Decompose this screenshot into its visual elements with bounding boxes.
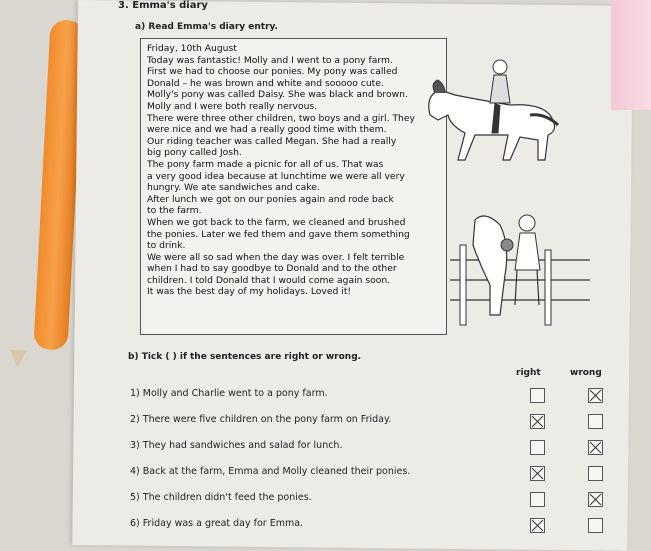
diary-line: hungry. We ate sandwiches and cake.: [147, 182, 320, 194]
section-b-instruction: b) Tick ( ) if the sentences are right or wrong.: [128, 352, 362, 362]
girl-riding-pony-illustration: [420, 55, 570, 165]
diary-line: After lunch we got on our ponies again and rode back: [147, 193, 394, 205]
diary-line: to drink.: [147, 240, 186, 252]
checkbox-right[interactable]: [530, 440, 545, 455]
checkbox-wrong[interactable]: [588, 492, 603, 507]
exercise-title: 3. Emma's diary: [118, 0, 208, 11]
question-number: 5): [130, 492, 143, 503]
diary-line: When we got back to the farm, we cleaned and brushed: [147, 216, 406, 228]
question-sentence: Back at the farm, Emma and Molly cleaned their ponies.: [142, 466, 411, 477]
column-right-header: right: [516, 368, 541, 378]
question-text: [130, 388, 328, 399]
question-number: 3): [130, 440, 143, 451]
checkbox-wrong[interactable]: [588, 518, 603, 533]
diary-line: Friday, 10th August: [147, 43, 237, 54]
checkbox-right[interactable]: [530, 414, 545, 429]
diary-line: children. I told Donald that I would come again soon.: [147, 274, 391, 286]
girl-feeding-pony-illustration: [445, 205, 595, 335]
question-sentence: Friday was a great day for Emma.: [142, 518, 304, 529]
question-text: [130, 440, 342, 451]
diary-line: Today was fantastic! Molly and I went to a pony farm.: [147, 54, 393, 66]
pink-object: [611, 0, 651, 110]
checkbox-right[interactable]: [530, 466, 545, 481]
diary-line: the ponies. Later we fed them and gave them something: [147, 228, 410, 240]
checkbox-right[interactable]: [530, 518, 545, 533]
question-number: 2): [130, 414, 143, 425]
question-sentence: Molly and Charlie went to a pony farm.: [142, 388, 328, 399]
diary-entry: [147, 43, 437, 298]
diary-line: Our riding teacher was called Megan. She had a really: [147, 135, 397, 147]
diary-line: Donald – he was brown and white and sooooo cute.: [147, 77, 384, 89]
diary-line: First we had to choose our ponies. My pony was called: [147, 66, 398, 78]
diary-line: were nice and we had a really good time with them.: [147, 124, 387, 136]
question-text: [130, 492, 312, 503]
diary-line: It was the best day of my holidays. Loved it!: [147, 286, 352, 298]
checkbox-wrong[interactable]: [588, 414, 603, 429]
checkbox-right[interactable]: [530, 388, 545, 403]
diary-line: There were three other children, two boys and a girl. They: [147, 112, 415, 124]
question-text: [130, 414, 391, 425]
section-a-instruction: a) Read Emma's diary entry.: [135, 22, 278, 32]
question-text: [130, 518, 303, 529]
question-text: [130, 466, 410, 477]
diary-line: The pony farm made a picnic for all of us. That was: [147, 158, 384, 170]
diary-line: Molly's pony was called Daisy. She was black and brown.: [147, 89, 408, 101]
question-number: 6): [130, 518, 143, 529]
question-sentence: The children didn't feed the ponies.: [142, 492, 312, 503]
diary-line: a very good idea because at lunchtime we were all very: [147, 170, 405, 182]
diary-line: big pony called Josh.: [147, 147, 242, 159]
checkbox-right[interactable]: [530, 492, 545, 507]
question-number: 4): [130, 466, 143, 477]
diary-line: when I had to say goodbye to Donald and to the other: [147, 263, 397, 275]
pencil-tip: [10, 350, 27, 369]
column-wrong-header: wrong: [570, 368, 602, 378]
question-sentence: There were five children on the pony farm on Friday.: [142, 414, 392, 425]
checkbox-wrong[interactable]: [588, 440, 603, 455]
diary-line: Molly and I were both really nervous.: [147, 100, 318, 112]
question-number: 1): [130, 388, 143, 399]
diary-line: We were all so sad when the day was over. I felt terrible: [147, 251, 405, 263]
question-sentence: They had sandwiches and salad for lunch.: [142, 440, 343, 451]
checkbox-wrong[interactable]: [588, 466, 603, 481]
diary-line: to the farm.: [147, 205, 202, 217]
checkbox-wrong[interactable]: [588, 388, 603, 403]
